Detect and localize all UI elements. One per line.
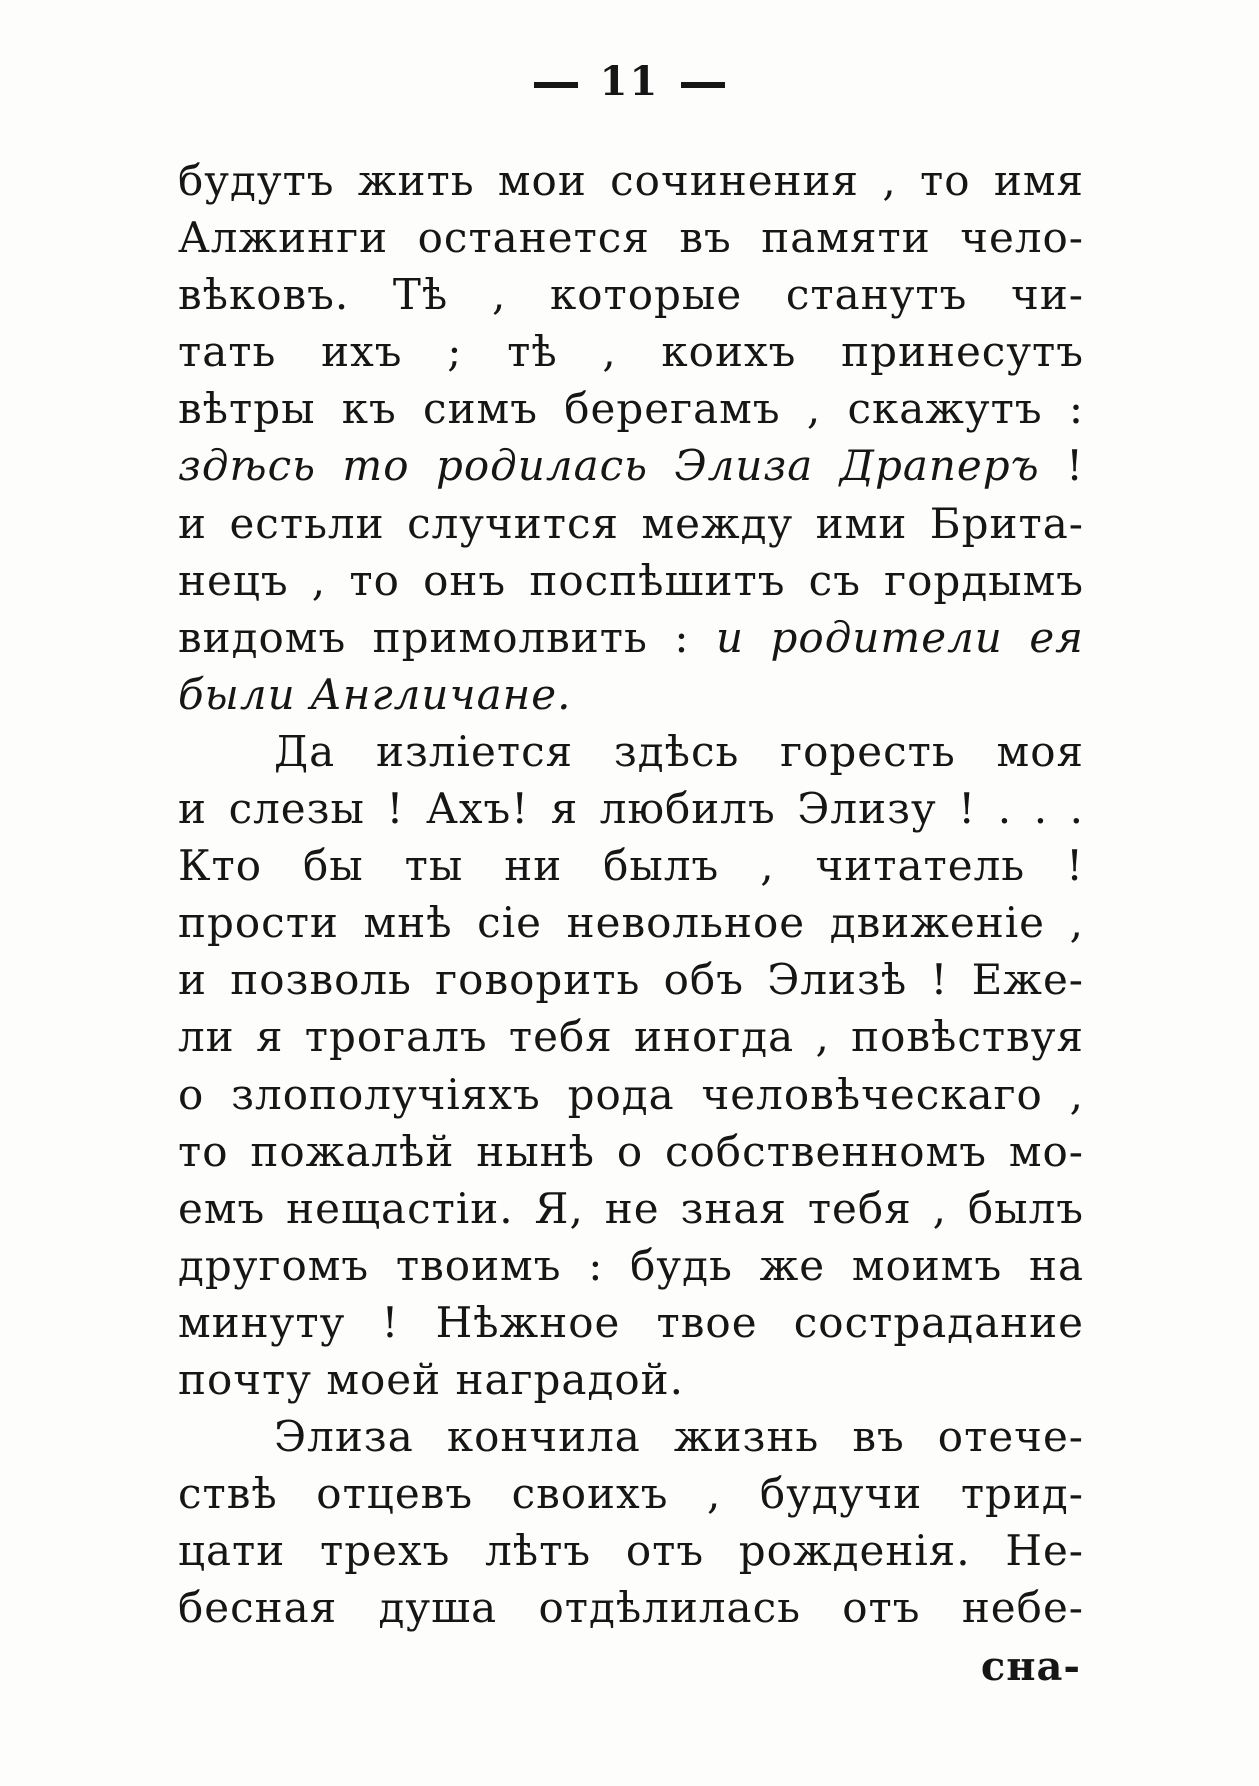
text-segment: Кто бы ты ни былъ , читатель ! bbox=[178, 841, 1084, 891]
text-line bbox=[178, 152, 1084, 209]
text-line bbox=[178, 837, 1084, 894]
text-line bbox=[178, 1008, 1084, 1065]
text-segment: и естьли случится между ими Брита- bbox=[178, 498, 1084, 548]
header-dash-left bbox=[534, 82, 578, 88]
text-line bbox=[178, 380, 1084, 437]
text-line bbox=[178, 609, 1084, 666]
text-line bbox=[178, 894, 1084, 951]
text-segment: цати трехъ лѣтъ отъ рожденія. Не- bbox=[178, 1526, 1084, 1576]
text-line bbox=[178, 266, 1084, 323]
italic-text-segment: здѣсь то родилась Элиза Драперъ bbox=[178, 441, 1040, 491]
text-segment: ствѣ отцевъ своихъ , будучи трид- bbox=[178, 1469, 1084, 1519]
text-segment: прости мнѣ сіе невольное движеніе , bbox=[178, 898, 1084, 948]
text-line bbox=[178, 666, 1084, 723]
text-line bbox=[178, 209, 1084, 266]
italic-text-segment: и родители ея bbox=[716, 612, 1084, 662]
text-segment: Да изліется здѣсь горесть моя bbox=[274, 726, 1084, 776]
text-segment: ! bbox=[1039, 441, 1084, 491]
text-line bbox=[178, 1579, 1084, 1636]
text-segment: ли я трогалъ тебя иногда , повѣствуя bbox=[178, 1012, 1084, 1062]
text-segment: другомъ твоимъ : будь же моимъ на bbox=[178, 1240, 1084, 1290]
text-line bbox=[178, 1180, 1084, 1237]
text-line bbox=[178, 1294, 1084, 1351]
text-line bbox=[178, 323, 1084, 380]
text-line bbox=[178, 1351, 1084, 1408]
text-segment: бесная душа отдѣлилась отъ небе- bbox=[178, 1583, 1084, 1633]
text-segment: вѣковъ. Тѣ , которые станутъ чи- bbox=[178, 270, 1084, 320]
text-segment: минуту ! Нѣжное твое сострадание bbox=[178, 1297, 1084, 1347]
italic-text-segment: были Англичане. bbox=[178, 669, 572, 719]
text-line bbox=[178, 495, 1084, 552]
text-line bbox=[178, 1465, 1084, 1522]
text-line bbox=[178, 723, 1084, 780]
text-segment: и позволь говорить объ Элизѣ ! Еже- bbox=[178, 955, 1084, 1005]
text-segment: вѣтры къ симъ берегамъ , скажутъ : bbox=[178, 384, 1084, 434]
text-segment: Элиза кончила жизнь въ отече- bbox=[274, 1412, 1084, 1462]
text-segment: емъ нещастіи. Я, не зная тебя , былъ bbox=[178, 1183, 1084, 1233]
text-line bbox=[178, 951, 1084, 1008]
text-segment: и слезы ! Ахъ! я любилъ Элизу ! . . . bbox=[178, 784, 1084, 834]
page-header bbox=[0, 58, 1259, 105]
text-segment: почту моей наградой. bbox=[178, 1354, 684, 1404]
text-segment: тать ихъ ; тѣ , коихъ принесутъ bbox=[178, 327, 1084, 377]
text-line bbox=[178, 1066, 1084, 1123]
catchword: сна- bbox=[980, 1643, 1081, 1690]
text-line bbox=[178, 780, 1084, 837]
text-line bbox=[178, 1408, 1084, 1465]
body-text bbox=[178, 152, 1084, 1636]
text-segment: видомъ примолвить : bbox=[178, 612, 717, 662]
text-segment: Алжинги останется въ памяти чело- bbox=[178, 213, 1084, 263]
page-number: 11 bbox=[599, 58, 660, 105]
text-segment: будутъ жить мои сочинения , то имя bbox=[178, 156, 1084, 205]
text-line bbox=[178, 1522, 1084, 1579]
text-segment: о злополучіяхъ рода человѣческаго , bbox=[178, 1069, 1084, 1119]
text-line bbox=[178, 1123, 1084, 1180]
text-line bbox=[178, 437, 1084, 494]
text-line bbox=[178, 1237, 1084, 1294]
text-segment: нецъ , то онъ поспѣшитъ съ гордымъ bbox=[178, 555, 1084, 605]
text-line bbox=[178, 552, 1084, 609]
header-dash-right bbox=[681, 82, 725, 88]
text-segment: то пожалѣй нынѣ о собственномъ мо- bbox=[178, 1126, 1084, 1176]
